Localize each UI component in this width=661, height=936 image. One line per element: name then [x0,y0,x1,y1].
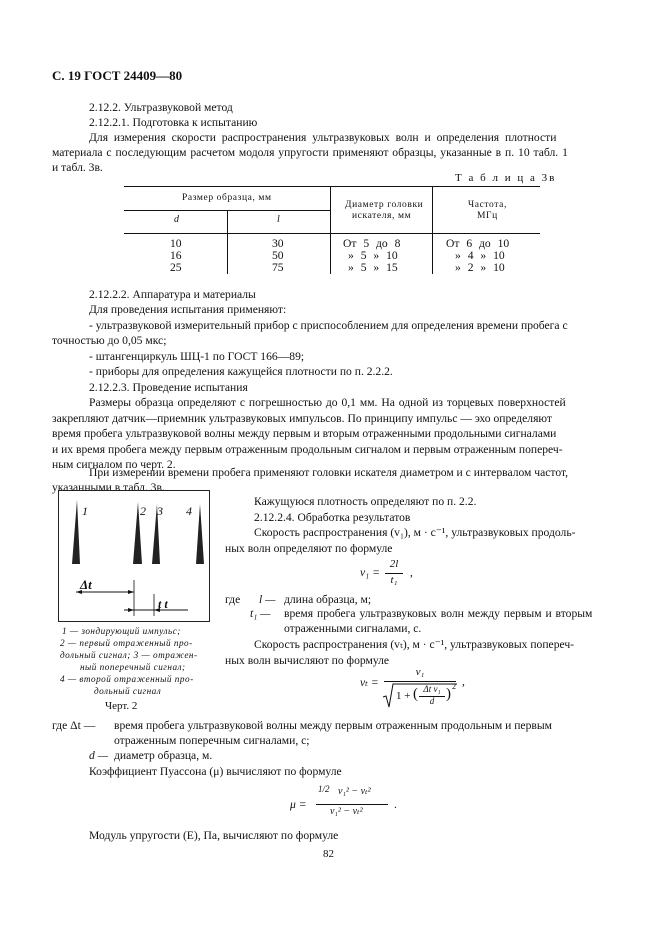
f3-tail: . [394,798,397,811]
f3-num: v₁² − vₜ² [338,786,371,797]
section-2-12-2-1: 2.12.2.1. Подготовка к испытанию [89,116,258,129]
tt-label: t t [158,597,168,611]
table-cell: 30 [272,237,284,250]
para3-line2: закрепляют датчик—приемник ультразвуковых импульсов. По принципу импульс — эхо определяют [52,412,552,425]
dimension-lines [52,560,212,620]
table-head-diameter-1: Диаметр головки [345,200,424,210]
para2-line1: Для проведения испытания применяют: [89,303,287,316]
fig-caption-1: 1 — зондирующий импульс; [62,626,181,636]
where1-label: где [225,593,241,606]
rc-p3b: ных волн определяют по формуле [225,542,393,555]
f3-den: v₁² − vₜ² [330,806,363,817]
para2-line5: - приборы для определения кажущейся плотности по п. 2.2.2. [89,365,393,378]
pulse-label-3: 3 [157,504,163,518]
where1-t-text2: отраженными сигналами, с. [284,622,422,635]
pulse-label-4: 4 [186,504,192,518]
table-head-diameter-2: искателя, мм [352,211,412,221]
table-cell: От 5 до 8 [343,237,401,250]
table-cell: 50 [272,249,284,262]
f1-num: 2l [389,558,399,570]
where2-b: d — [89,749,109,762]
pulse-1 [72,500,80,564]
where1-t: t₁ — [250,607,271,620]
table-cell: » 5 » 10 [348,249,398,262]
para3-line5: ным сигналом по черт. 2. [52,458,176,471]
para2-line3: точностью до 0,05 мкс; [52,334,167,347]
table-head-freq-2: МГц [477,211,498,221]
f3-bar [316,804,388,805]
table-cell: » 4 » 10 [455,249,505,262]
fig-caption-3: дольный сигнал; 3 — отражен- [60,650,198,660]
f1-den: t₁ [390,574,398,586]
f2-inner-num: Δt v₁ [423,684,441,694]
f3-half: 1/2 [318,784,330,794]
where2-label: где Δt — [52,719,96,732]
table-cell: От 6 до 10 [446,237,510,250]
where1-l: l — [259,593,276,606]
para1-line3: и табл. 3в. [52,161,103,174]
f2-lhs: vₜ = [360,676,379,689]
para4-line1: При измерении времени пробега применяют головки искателя диаметром и с интервалом частот, [89,466,569,479]
where2-b-text: диаметр образца, м. [114,749,213,762]
fig-caption-4: ный поперечный сигнал; [80,662,186,672]
f2-den-a: 1 + [396,690,411,702]
rc-p4b: ных волн вычисляют по формуле [225,654,390,667]
section-2-12-2: 2.12.2. Ультразвуковой метод [89,101,233,114]
rc-p1: Кажущуюся плотность определяют по п. 2.2. [254,495,477,508]
where2-a-text2: отраженным поперечным сигналами, с; [114,734,310,747]
fig-caption-5: 4 — второй отраженный про- [60,674,194,684]
f2-tail: , [462,675,465,688]
modulus-text: Модуль упругости (E), Па, вычисляют по формуле [89,829,339,842]
poisson-text: Коэффициент Пуассона (μ) вычисляют по формуле [89,765,342,778]
f3-lhs: μ = [290,798,307,811]
para2-line2: - ультразвуковой измерительный прибор с приспособлением для определения времени пробега с [89,319,568,332]
figure-title: Черт. 2 [105,700,138,712]
para1-line2: материала с последующим расчетом модоля упругости применяют образцы, указанные в п. 10 табл. 1 [52,146,568,159]
table-cell: 25 [170,261,182,274]
f2-num: v₁ [415,666,425,678]
f2-paren-r: ) [446,686,451,702]
para3-line3: время пробега ультразвуковой волны между первым и вторым отраженными продольными сигналами [52,427,557,440]
f2-bar [384,681,456,682]
table-head-l: l [277,214,280,225]
f2-inner-den: d [429,696,435,706]
table-cell: 16 [170,249,182,262]
para3-line4: и их время пробега между первым отраженным продольным сигналом и первым отраженным попереч- [52,443,563,456]
f1-lhs: v₁ = [360,566,380,579]
where1-t-text: время пробега ультразвуковых волн между первым и вторым [284,607,593,620]
section-2-12-2-3: 2.12.2.3. Проведение испытания [89,381,248,394]
table-cell: 10 [170,237,182,250]
page-number: 82 [323,848,334,860]
f1-tail: , [410,566,413,579]
rc-p4a: Скорость распространения (vₜ), м · с⁻¹, ультразвуковых попереч- [254,638,575,651]
table-head-size: Размер образца, мм [182,193,272,203]
pulse-label-1: 1 [82,504,88,518]
f2-exp: 2 [452,682,456,691]
f2-paren-l: ( [413,686,418,702]
table-cell: 75 [272,261,284,274]
table-cell: » 5 » 15 [348,261,398,274]
para4-line2: указанными в табл. 3в. [52,481,165,494]
pulse-4 [196,504,204,564]
fig-caption-2: 2 — первый отраженный про- [60,638,193,648]
para3-line1: Размеры образца определяют с погрешностью до 0,1 мм. На одной из торцевых поверхностей [89,396,566,409]
para1-line1: Для измерения скорости распространения ультразвуковых волн и определения плотности [89,131,557,144]
where2-a-text: время пробега ультразвуковой волны между первым отраженным продольным и первым [114,719,552,732]
page-header: С. 19 ГОСТ 24409—80 [52,68,183,83]
table-cell: » 2 » 10 [455,261,505,274]
fig-caption-6: дольный сигнал [94,686,162,696]
pulse-label-2: 2 [140,504,146,518]
dt-label: Δt [80,577,92,592]
section-2-12-2-2: 2.12.2.2. Аппаратура и материалы [89,288,256,301]
where1-l-text: длина образца, м; [284,593,372,606]
rc-p2: 2.12.2.4. Обработка результатов [254,511,411,524]
table-head-d: d [174,214,179,225]
table-head-freq-1: Частота, [468,200,507,210]
para2-line4: - штангенциркуль ШЦ-1 по ГОСТ 166—89; [89,350,305,363]
rc-p3a: Скорость распространения (v₁), м · с⁻¹, ультразвуковых продоль- [254,526,576,539]
table-caption: Т а б л и ц а 3в [455,172,557,184]
